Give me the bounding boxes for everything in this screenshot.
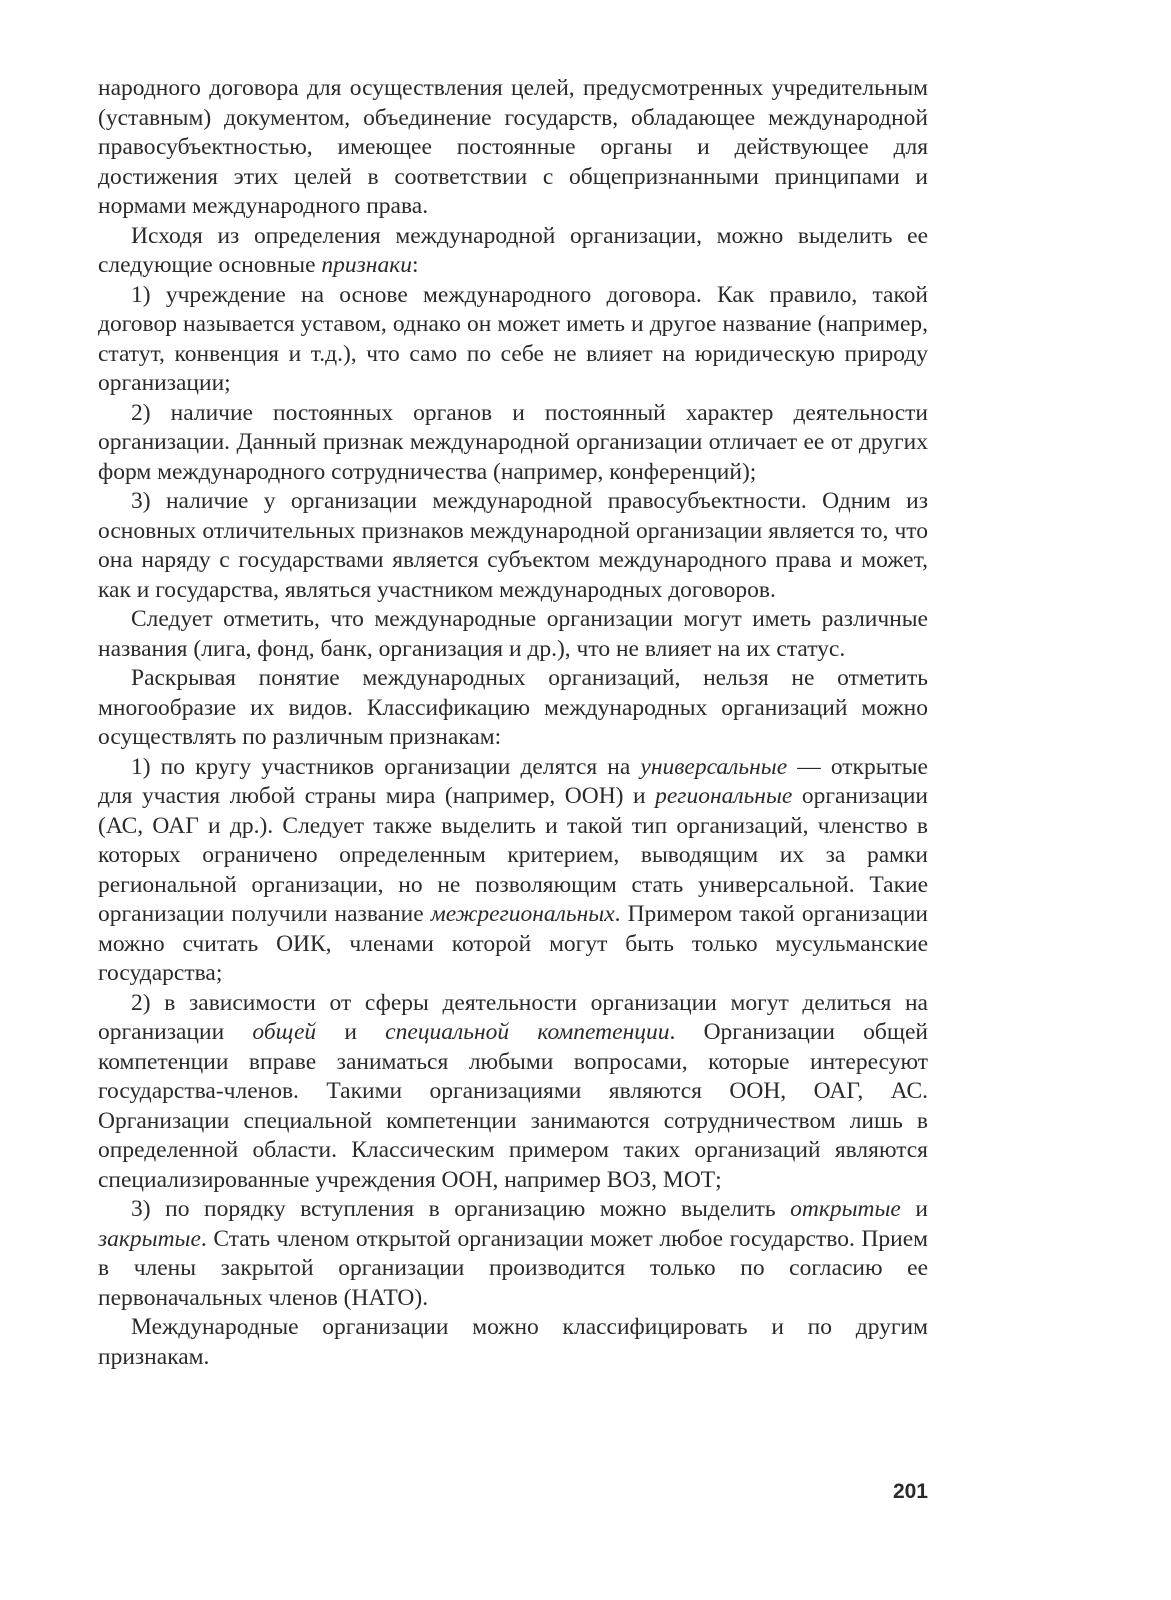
text-run: 1) учреждение на основе международного договора. Как правило, такой договор называется уставом, однако он может иметь и другое название (например, статут, конвенция и т.д.), что само по себе не влияет на юридическую природу организации; [98, 281, 928, 396]
text-run: — открытые для участия любой страны мира (например, ООН) и [98, 753, 928, 809]
paragraph [98, 1313, 928, 1372]
paragraph [98, 399, 928, 488]
paragraph [98, 281, 928, 399]
italic-term: универсальные [640, 753, 788, 780]
text-run: 2) в зависимости от сферы деятельности организации могут делиться на организации [98, 989, 928, 1045]
italic-term: межрегиональных [430, 901, 615, 927]
text-run: . Организации общей компетенции вправе заниматься любыми вопросами, которые интересуют государства-членов. Такими организациями являются ООН, ОАГ, АС. Организации специальной компетенции занимаются сотрудничеством лишь в определенной области. Классическим примером таких организаций являются специализированные учреждения ООН, например ВОЗ, МОТ; [98, 1019, 928, 1193]
italic-term: специальной компетенции [385, 1019, 670, 1045]
text-run: . Примером такой организации можно считать ОИК, членами которой могут быть только мусульманские государства; [98, 901, 928, 986]
text-run: и [316, 1019, 386, 1045]
text-run: 2) наличие постоянных органов и постоянный характер деятельности организации. Данный признак международной организации отличает ее от других форм международного сотрудничества (например, конференций); [98, 399, 928, 485]
text-run: . Стать членом открытой организации может любое государство. Прием в члены закрытой организации производится только по согласию ее первоначальных членов (НАТО). [98, 1225, 928, 1311]
page-number: 201 [892, 1480, 928, 1503]
text-run: 1) по кругу участников организации делятся на [131, 753, 641, 780]
paragraph [98, 222, 928, 281]
text-run: Исходя из определения международной организации, можно выделить ее следующие основные [98, 222, 928, 278]
text-run: : [411, 252, 419, 278]
paragraph [98, 989, 928, 1196]
italic-term: открытые [790, 1196, 901, 1222]
text-run: Международные организации можно классифицировать и по другим признакам. [98, 1314, 928, 1370]
italic-term: закрытые [98, 1225, 201, 1252]
italic-term: признаки [321, 252, 412, 278]
text-run: Следует отметить, что международные организации могут иметь различные названия (лига, фонд, банк, организация и др.), что не влияет на их статус. [98, 606, 928, 662]
paragraph [98, 664, 928, 753]
paragraph [98, 1195, 928, 1313]
italic-term: общей [252, 1019, 317, 1045]
text-run: Раскрывая понятие международных организаций, нельзя не отметить многообразие их видов. Классификацию международных организаций можно осуществлять по различным признакам: [98, 665, 928, 750]
text-run: 3) по порядку вступления в организацию можно выделить [131, 1196, 791, 1222]
text-run: народного договора для осуществления целей, предусмотренных учредительным (уставным) документом, объединение государств, обладающее международной правосубъектностью, имеющее постоянные органы и действующее для достижения этих целей в соответствии с общепризнанными принципами и нормами международного права. [98, 75, 928, 219]
paragraph [98, 487, 928, 605]
text-run: 3) наличие у организации международной правосубъектности. Одним из основных отличительных признаков международной организации является то, что она наряду с государствами является субъектом международного права и может, как и государства, являться участником международных договоров. [98, 488, 928, 603]
page-body [98, 74, 928, 1372]
paragraph [98, 74, 928, 222]
italic-term: региональные [655, 783, 793, 809]
paragraph [98, 605, 928, 664]
text-run: организации (АС, ОАГ и др.). Следует также выделить и такой тип организаций, членство в которых ограничено определенным критерием, выводящим их за рамки региональной организации, но не позволяющим стать универсальной. Такие организации получили название [98, 783, 928, 927]
paragraph [98, 753, 928, 989]
text-run: и [900, 1196, 928, 1222]
